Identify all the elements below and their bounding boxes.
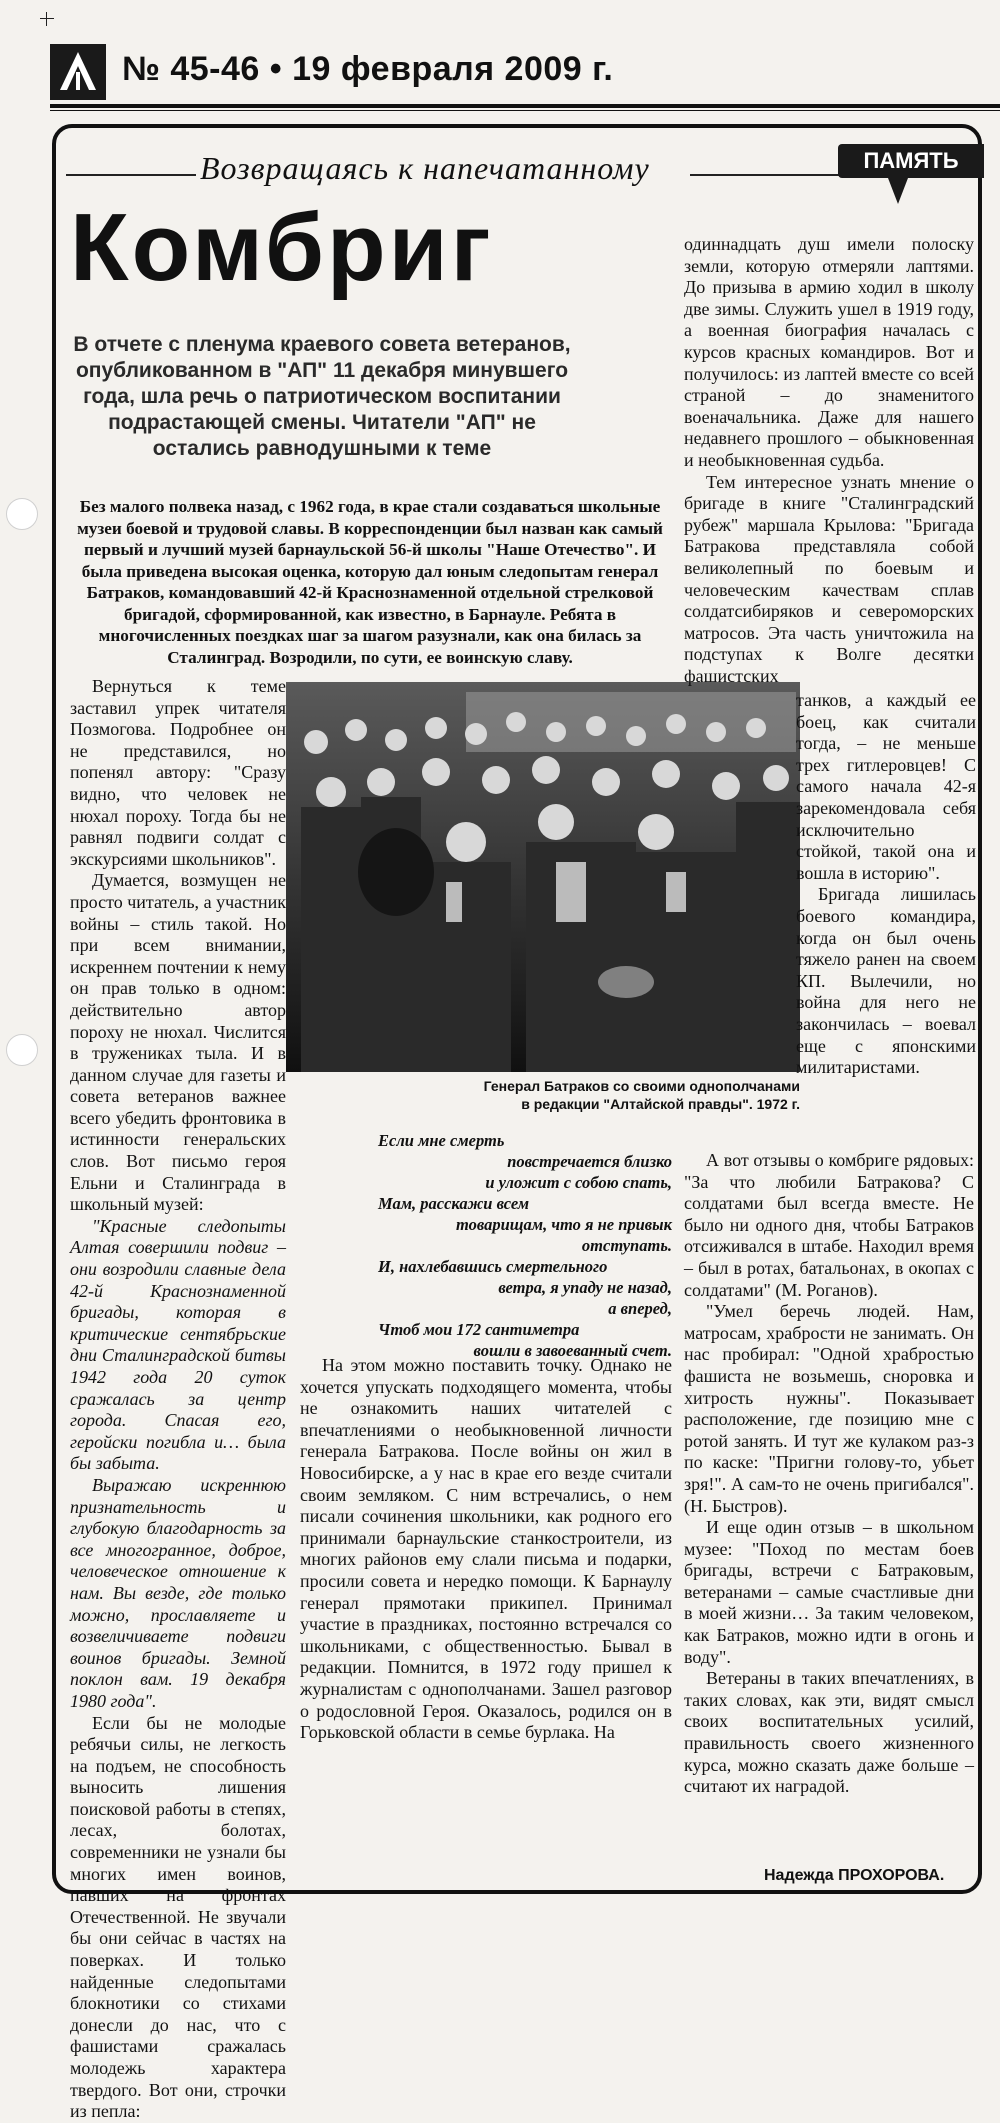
column-right (684, 234, 974, 687)
paragraph: Думается, возмущен не просто читатель, а участник войны – стиль такой. Но при всем внимании, искреннем почтении к нему он прав только в одном: действительно автор пороху не нюхал. Числится в тружениках тыла. И в данном случае для газеты и совета ветеранов важнее всего убедить фронтовика в истинности генеральских слов. Вот письмо героя Ельни и Сталинграда в школьный музей: (70, 870, 286, 1215)
poem-line: Чтоб мои 172 сантиметра (378, 1320, 580, 1339)
paragraph: одиннадцать душ имели полоску земли, которую отмеряли лаптями. До призыва в армию ходил в школу две зимы. Служить ушел в 1919 году, а военная биография началась с курсов красных командиров. Вот и получилось: из лаптей вместе со всей страной – до знаменитого военачальника. Даже для нашего недавнего прошлого – обыкновенная и необыкновенная судьба. (684, 234, 974, 470)
poem (378, 1130, 672, 1361)
binder-hole (6, 1034, 38, 1066)
column-right-lower (684, 1150, 974, 1798)
binder-hole (6, 498, 38, 530)
poem-line: И, нахлебавшись смертельного (378, 1257, 608, 1276)
paragraph: На этом можно поставить точку. Однако не хочется упускать подходящего момента, чтобы не ознакомить наших читателей с впечатлениями о необыкновенной личности генерала Батракова. После войны он жил в Новосибирске, а у нас в крае его везде считали своим земляком. С ним встречались, о нем писали сочинения школьники, как родного его принимали барнаульские станкостроители, из многих районов ему слали письма и подарки, просили совета и нередко помощи. К Барнаулу генерал прямотаки прикипел. Принимал участие в праздниках, постоянно встречался со школьниками, с общественностью. Бывал в редакции. Помнится, в 1972 году пришел к журналистам с однополчанами. Зашел разговор о родословной Героя. Оказалось, родился он в Горьковской области в семье бурлака. На (300, 1355, 672, 1743)
poem-line: повстречается близко (507, 1152, 672, 1171)
masthead (50, 44, 1000, 104)
photo-caption (286, 1077, 800, 1113)
paragraph: И еще один отзыв – в школьном музее: "Поход по местам боев бригады, встречи с Батраковым, ветеранами – самые счастливые дни в моей жизни… За таким человеком, как Батраков, можно идти в огонь и воду". (684, 1517, 974, 1667)
column-left (70, 676, 286, 2123)
poem-line: отступать. (581, 1236, 672, 1255)
poem-line: товарищам, что я не привык (455, 1215, 672, 1234)
crop-mark (46, 12, 47, 26)
newspaper-logo-icon (50, 44, 106, 100)
crop-mark (40, 18, 54, 19)
kicker-rule (66, 174, 196, 176)
column-right-narrow (796, 690, 976, 1079)
author-signature: Надежда ПРОХОРОВА. (764, 1867, 945, 1884)
column-middle (300, 1355, 672, 1744)
quote-paragraph: Выражаю искреннюю признательность и глубокую благодарность за все многогранное, доброе, человеческое отношение к нам. Вы везде, где только можно, прославляете и возвеличиваете подвиги воинов бригады. Земной поклон вам. 19 декабря 1980 года". (70, 1474, 286, 1711)
quote-paragraph: "Красные следопыты Алтая совершили подвиг – они возродили славные дела 42-й Краснознаменной бригады, которая в критические сентябрьские дни Сталинградской битвы 1942 года 20 суток сражалась за центр города. Спасая его, геройски погибла и… была бы забыта. (70, 1215, 286, 1474)
paragraph: Бригада лишилась боевого командира, когда он был очень тяжело ранен на своем КП. Вылечили, но война для него не закончилась – воевал еще с японскими милитаристами. (796, 884, 976, 1078)
paragraph: Ветераны в таких впечатлениях, в таких словах, как эти, видят смысл своих воспитательных усилий, правильность своего жизненного курса, можно сказать даже больше – считают их наградой. (684, 1668, 974, 1797)
poem-line: а вперед, (608, 1299, 672, 1318)
issue-date: № 45-46 • 19 февраля 2009 г. (122, 50, 614, 88)
caption-line: Генерал Батраков со своими однополчанами (483, 1078, 800, 1094)
intro-paragraph: Без малого полвека назад, с 1962 года, в крае стали создаваться школьные музеи боевой и трудовой славы. В корреспонденции был назван как самый первый и лучший музей барнаульской 56-й школы "Наше Отечество". И была приведена высокая оценка, которую дал юным следопытам генерал Батраков, командовавший 42-й Краснознаменной отдельной стрелковой бригадой, сформированной, как известно, в Барнауле. Ребята в многочисленных поездках шаг за шагом разузнали, как она билась за Сталинград. Возродили, по сути, ее воинскую славу. (77, 497, 663, 667)
headline: Комбриг (70, 194, 494, 301)
poem-line: ветра, я упаду не назад, (498, 1278, 672, 1297)
paragraph: Если бы не молодые ребячьи силы, не легкость на подъем, не способность выносить лишения поисковой работы в степях, лесах, болотах, современники не узнали бы многих имен воинов, павших на фронтах Отечественной. Не звучали бы они сейчас в частях на поверках. И только найденные следопытами блокнотики со стихами донесли до нас, что с фашистами сражалась молодежь характера твердого. Вот они, строчки из пепла: (70, 1712, 286, 2122)
rubric-label: ПАМЯТЬ (838, 144, 984, 178)
paragraph: А вот отзывы о комбриге рядовых: "За что любили Батракова? С солдатами был всегда вместе. Не было ни одного дня, чтобы Батраков отсиживался в штабе. Находил время – был в ротах, батальонах, в окопах с солдатами" (М. Роганов). (684, 1150, 974, 1300)
caption-line: в редакции "Алтайской правды". 1972 г. (521, 1096, 800, 1112)
poem-line: вошли в завоеванный счет. (473, 1341, 672, 1360)
kicker: Возвращаясь к напечатанному (200, 150, 650, 186)
paragraph: "Умел беречь людей. Нам, матросам, храбрости не занимать. Он нас пробирал: "Одной храбростью фашиста не возьмешь, сноровка и хитрость нужны". Показывает расположение, где позицию мне с ротой занять. И тут же кулаком раз-з по каске: "Пригни голову-то, убьет зря!". А сам-то не очень пригибался". (Н. Быстров). (684, 1301, 974, 1516)
poem-line: и уложит с собою спать, (485, 1173, 672, 1192)
paragraph: Тем интересное узнать мнение о бригаде в книге "Сталинградский рубеж" маршала Крылова: "Бригада Батракова представляла собой великолепный по боевым и человеческим качествам сплав солдатсибиряков и североморских матросов. Эта часть уничтожила на подступах к Волге десятки фашистских (684, 471, 974, 686)
masthead-rule (50, 104, 1000, 108)
paragraph: Вернуться к теме заставил упрек читателя Позмогова. Подробнее он не представился, но попенял автору: "Сразу видно, что человек не нюхал пороху. Тогда бы не равнял подвиги солдат с экскурсиями школьников". (70, 676, 286, 869)
masthead-rule (50, 110, 1000, 111)
poem-line: Мам, расскажи всем (378, 1194, 530, 1213)
kicker-rule (690, 174, 840, 176)
paragraph: танков, а каждый ее боец, как считали тогда, – не меньше трех гитлеровцев! С самого начала 42-я зарекомендовала себя исключительно стойкой, такой она и вошла в историю". (796, 690, 976, 883)
lead-paragraph: В отчете с пленума краевого совета ветеранов, опубликованном в "АП" 11 декабря минувшего года, шла речь о патриотическом воспитании подрастающей смены. Читатели "АП" не остались равнодушными к теме (73, 333, 571, 460)
article-photo (286, 682, 800, 1072)
rubric-pointer-icon (888, 178, 908, 204)
poem-line: Если мне смерть (378, 1131, 505, 1150)
